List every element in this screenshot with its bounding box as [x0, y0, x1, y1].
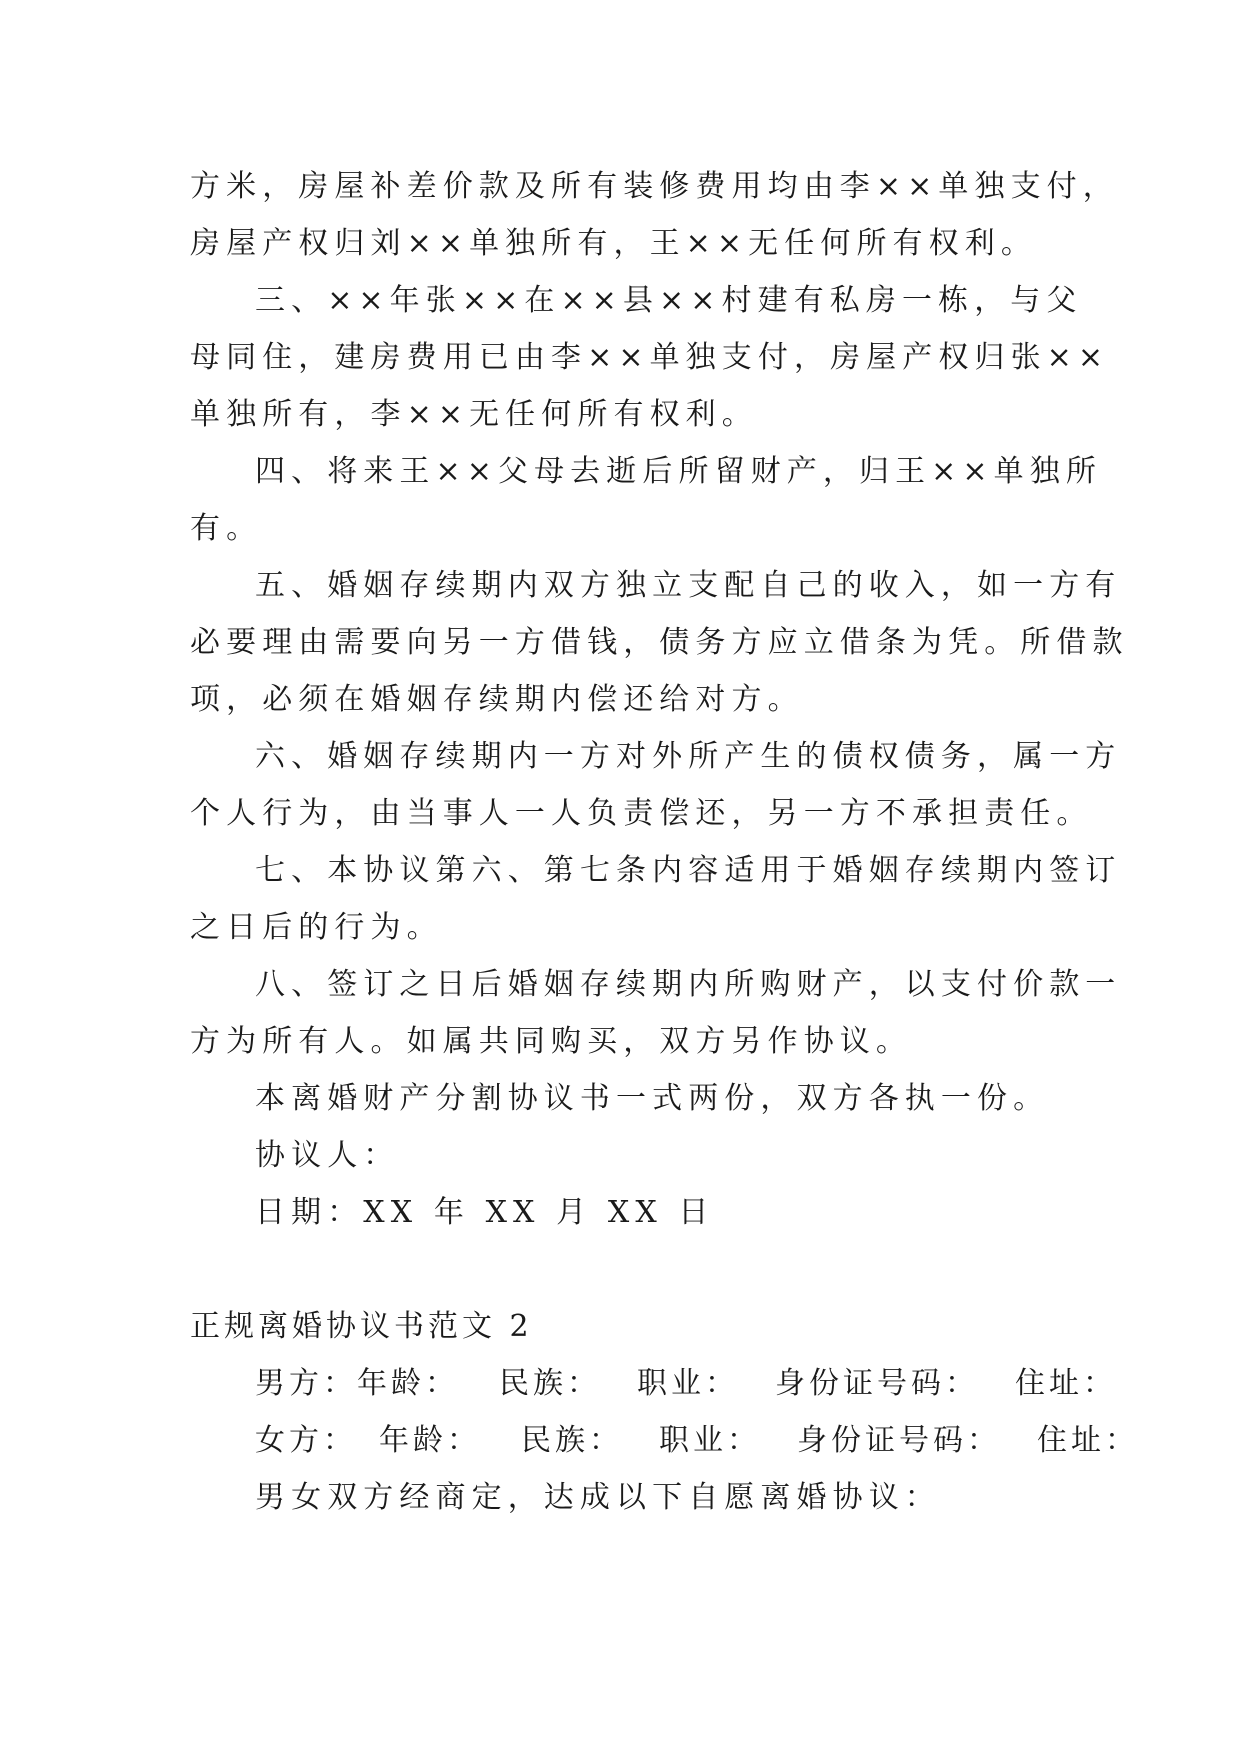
male-occupation-label: 职业： [637, 1366, 739, 1401]
female-address-label: 住址： [1037, 1423, 1139, 1458]
copies-statement: 本离婚财产分割协议书一式两份，双方各执一份。 [255, 1081, 1050, 1116]
body-line: 项，必须在婚姻存续期内偿还给对方。 [190, 682, 804, 717]
female-fields-line [190, 1412, 1139, 1469]
female-label: 女方： [255, 1423, 357, 1458]
male-address-label: 住址： [1015, 1366, 1117, 1401]
body-line: 个人行为，由当事人一人负责偿还，另一方不承担责任。 [190, 796, 1093, 831]
body-line: 方为所有人。如属共同购买，双方另作协议。 [190, 1024, 912, 1059]
agreement-intro: 男女双方经商定，达成以下自愿离婚协议： [255, 1480, 941, 1515]
male-ethnicity-label: 民族： [499, 1366, 601, 1401]
female-id-number-label: 身份证号码： [797, 1423, 1001, 1458]
clause-four: 四、将来王××父母去逝后所留财产，归王××单独所 [255, 454, 1102, 489]
clause-seven: 七、本协议第六、第七条内容适用于婚姻存续期内签订 [255, 853, 1122, 888]
body-line: 方米，房屋补差价款及所有装修费用均由李××单独支付， [190, 169, 1119, 204]
body-line: 必要理由需要向另一方借钱，债务方应立借条为凭。所借款 [190, 625, 1129, 660]
clause-five: 五、婚姻存续期内双方独立支配自己的收入，如一方有 [255, 568, 1122, 603]
body-line: 有。 [190, 511, 263, 546]
female-age-label: 年龄： [379, 1423, 481, 1458]
date-line: 日期：XX 年 XX 月 XX 日 [255, 1195, 715, 1230]
body-line: 之日后的行为。 [190, 910, 443, 945]
male-age-label: 男方：年龄： [255, 1366, 459, 1401]
male-fields-line [190, 1355, 1117, 1412]
signatory-label: 协议人： [255, 1138, 400, 1173]
clause-eight: 八、签订之日后婚姻存续期内所购财产，以支付价款一 [255, 967, 1122, 1002]
female-occupation-label: 职业： [659, 1423, 761, 1458]
document-body [190, 158, 1139, 1526]
body-line: 房屋产权归刘××单独所有，王××无任何所有权利。 [190, 226, 1037, 261]
male-id-number-label: 身份证号码： [775, 1366, 979, 1401]
body-line: 母同住，建房费用已由李××单独支付，房屋产权归张×× [190, 340, 1110, 375]
clause-six: 六、婚姻存续期内一方对外所产生的债权债务，属一方 [255, 739, 1122, 774]
section-spacer [190, 1241, 1060, 1298]
body-line: 单独所有，李××无任何所有权利。 [190, 397, 758, 432]
female-ethnicity-label: 民族： [521, 1423, 623, 1458]
clause-three: 三、××年张××在××县××村建有私房一栋，与父 [255, 283, 1083, 318]
section-title: 正规离婚协议书范文 2 [190, 1309, 533, 1344]
